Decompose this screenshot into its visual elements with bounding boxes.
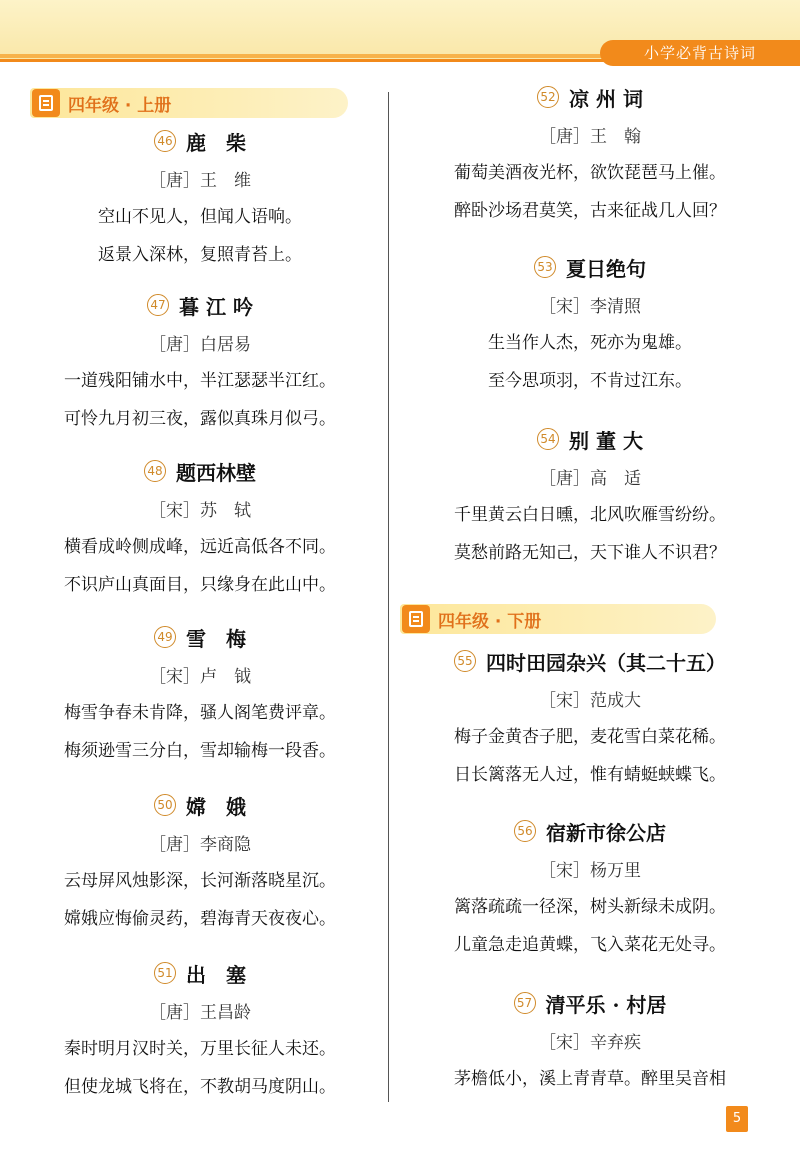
poem-line: 篱落疏疏一径深，树头新绿未成阴。 xyxy=(454,897,726,917)
poem-author: ［宋］辛弃疾 xyxy=(539,1033,641,1053)
poem-50 xyxy=(30,790,370,932)
poem-author: ［宋］杨万里 xyxy=(539,861,641,881)
poem-47 xyxy=(30,290,370,432)
poem-number: 47 xyxy=(147,294,169,316)
poem-49 xyxy=(30,622,370,764)
poem-line: 莫愁前路无知己，天下谁人不识君？ xyxy=(454,543,726,563)
poem-number: 48 xyxy=(144,460,166,482)
poem-line: 醉卧沙场君莫笑，古来征战几人回？ xyxy=(454,201,726,221)
poem-number: 49 xyxy=(154,626,176,648)
poem-48 xyxy=(30,456,370,598)
poem-number: 52 xyxy=(537,86,559,108)
poem-line: 横看成岭侧成峰，远近高低各不同。 xyxy=(64,537,336,557)
poem-title: 56 宿新市徐公店 xyxy=(400,816,780,846)
poem-line: 至今思项羽，不肯过江东。 xyxy=(488,371,692,391)
poem-57 xyxy=(400,988,780,1092)
poem-number: 51 xyxy=(154,962,176,984)
poem-number: 53 xyxy=(534,256,556,278)
poem-title: 47 暮 江 吟 xyxy=(30,290,370,320)
book-icon xyxy=(32,89,60,117)
page-number: 5 xyxy=(726,1106,748,1132)
poem-author: ［宋］李清照 xyxy=(539,297,641,317)
poem-line: 云母屏风烛影深，长河渐落晓星沉。 xyxy=(64,871,336,891)
poem-54 xyxy=(400,424,780,566)
poem-number: 55 xyxy=(454,650,476,672)
poem-author: ［唐］李商隐 xyxy=(149,835,251,855)
poem-56 xyxy=(400,816,780,958)
poem-title: 49 雪 梅 xyxy=(30,622,370,652)
column-divider xyxy=(388,92,389,1102)
poem-title: 46 鹿 柴 xyxy=(30,126,370,156)
series-title-tab: 小学必背古诗词 xyxy=(600,40,800,66)
poem-author: ［唐］王 维 xyxy=(149,171,251,191)
poem-author: ［唐］王 翰 xyxy=(539,127,641,147)
poem-51 xyxy=(30,958,370,1100)
book-icon xyxy=(402,605,430,633)
grade-label: 四年级 · 下册 xyxy=(438,611,542,632)
poem-number: 56 xyxy=(514,820,536,842)
poem-title: 53 夏日绝句 xyxy=(400,252,780,282)
poem-line: 可怜九月初三夜，露似真珠月似弓。 xyxy=(64,409,336,429)
poem-line: 空山不见人，但闻人语响。 xyxy=(98,207,302,227)
grade-label: 四年级 · 上册 xyxy=(68,95,172,116)
poem-46 xyxy=(30,126,370,268)
poem-author: ［唐］高 适 xyxy=(539,469,641,489)
poem-line: 葡萄美酒夜光杯，欲饮琵琶马上催。 xyxy=(454,163,726,183)
poem-line: 梅子金黄杏子肥，麦花雪白菜花稀。 xyxy=(454,727,726,747)
poem-number: 54 xyxy=(537,428,559,450)
poem-55 xyxy=(400,646,780,788)
poem-author: ［唐］白居易 xyxy=(149,335,251,355)
poem-line: 千里黄云白日曛，北风吹雁雪纷纷。 xyxy=(454,505,726,525)
poem-author: ［宋］范成大 xyxy=(539,691,641,711)
poem-line: 梅雪争春未肯降，骚人阁笔费评章。 xyxy=(64,703,336,723)
poem-title: 57 清平乐 · 村居 xyxy=(400,988,780,1018)
poem-line: 一道残阳铺水中，半江瑟瑟半江红。 xyxy=(64,371,336,391)
poem-line: 不识庐山真面目，只缘身在此山中。 xyxy=(64,575,336,595)
poem-line: 茅檐低小，溪上青青草。醉里吴音相 xyxy=(454,1069,726,1089)
poem-line: 返景入深林，复照青苔上。 xyxy=(98,245,302,265)
poem-title: 55 四时田园杂兴（其二十五） xyxy=(400,646,780,676)
poem-author: ［宋］苏 轼 xyxy=(149,501,251,521)
poem-line: 嫦娥应悔偷灵药，碧海青天夜夜心。 xyxy=(64,909,336,929)
poem-author: ［唐］王昌龄 xyxy=(149,1003,251,1023)
grade-banner-lower xyxy=(400,604,716,634)
poem-number: 50 xyxy=(154,794,176,816)
grade-banner-upper xyxy=(30,88,348,118)
poem-number: 57 xyxy=(514,992,536,1014)
poem-line: 儿童急走追黄蝶，飞入菜花无处寻。 xyxy=(454,935,726,955)
poem-line: 秦时明月汉时关，万里长征人未还。 xyxy=(64,1039,336,1059)
poem-title: 51 出 塞 xyxy=(30,958,370,988)
poem-53 xyxy=(400,252,780,394)
poem-52 xyxy=(400,82,780,224)
poem-line: 梅须逊雪三分白，雪却输梅一段香。 xyxy=(64,741,336,761)
poem-title: 48 题西林壁 xyxy=(30,456,370,486)
poem-title: 52 凉 州 词 xyxy=(400,82,780,112)
poem-line: 但使龙城飞将在，不教胡马度阴山。 xyxy=(64,1077,336,1097)
poem-number: 46 xyxy=(154,130,176,152)
poem-author: ［宋］卢 钺 xyxy=(149,667,251,687)
poem-line: 日长篱落无人过，惟有蜻蜓蛱蝶飞。 xyxy=(454,765,726,785)
poem-title: 50 嫦 娥 xyxy=(30,790,370,820)
poem-title: 54 别 董 大 xyxy=(400,424,780,454)
poem-line: 生当作人杰，死亦为鬼雄。 xyxy=(488,333,692,353)
